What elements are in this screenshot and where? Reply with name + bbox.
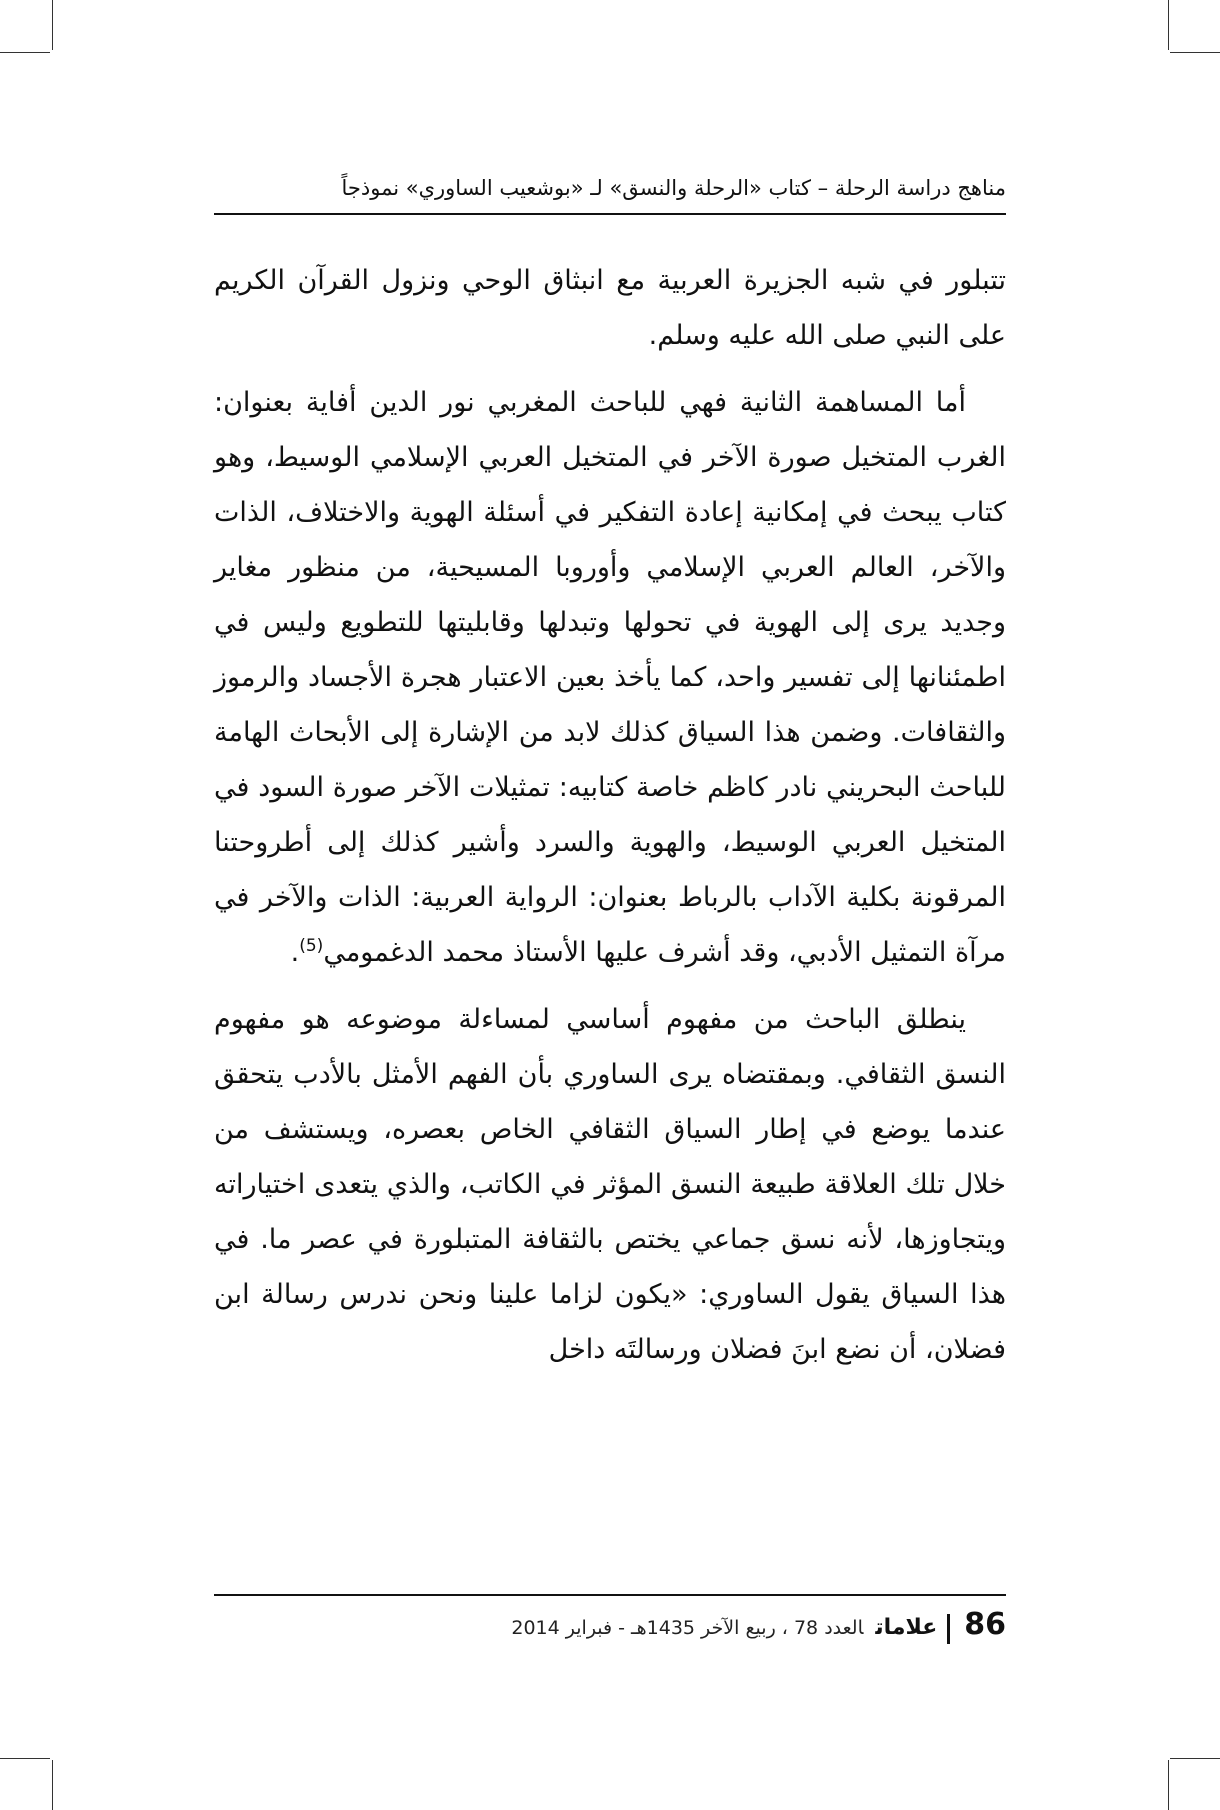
crop-mark <box>1168 0 1169 50</box>
crop-mark <box>1168 1760 1169 1810</box>
issue-info: العدد 78 ، ربيع الآخر 1435هـ - فبراير 2014 <box>511 1617 864 1639</box>
paragraph <box>214 375 1006 980</box>
footer-divider <box>947 1614 950 1644</box>
footer <box>214 1600 1006 1650</box>
crop-mark <box>1170 52 1220 53</box>
running-header: مناهج دراسة الرحلة – كتاب «الرحلة والنسق» لـ «بوشعيب الساوري» نموذجاً <box>341 176 1006 200</box>
paragraph: تتبلور في شبه الجزيرة العربية مع انبثاق الوحي ونزول القرآن الكريم على النبي صلى الله عليه وسلم. <box>214 265 1006 351</box>
header-rule <box>214 213 1006 215</box>
crop-mark <box>0 52 50 53</box>
crop-mark <box>0 1758 50 1759</box>
footnote-ref[interactable]: (5) <box>299 936 324 956</box>
paragraph: ينطلق الباحث من مفهوم أساسي لمساءلة موضوعه هو مفهوم النسق الثقافي. وبمقتضاه يرى الساوري بأن الفهم الأمثل بالأدب يتحقق عندما يوضع في إطار السياق الثقافي الخاص بعصره، ويستشف من خلال تلك العلاقة طبيعة النسق المؤثر في الكاتب، والذي يتعدى اختياراته ويتجاوزها، لأنه نسق جماعي يختص بالثقافة المتبلورة في عصر ما. في هذا السياق يقول الساوري: «يكون لزاما علينا ونحن ندرس رسالة ابن فضلان، أن نضع ابنَ فضلان ورسالتَه داخل <box>214 1004 1006 1365</box>
paragraph-text: أما المساهمة الثانية فهي للباحث المغربي نور الدين أفاية بعنوان: الغرب المتخيل صورة الآخر في المتخيل العربي الإسلامي الوسيط، وهو كتاب يبحث في إمكانية إعادة التفكير في أسئلة الهوية والاختلاف، الذات والآخر، العالم العربي الإسلامي وأوروبا المسيحية، من منظور مغاير وجديد يرى إلى الهوية في تحولها وتبدلها وقابليتها للتطويع وليس في اطمئنانها إلى تفسير واحد، كما يأخذ بعين الاعتبار هجرة الأجساد والرموز والثقافات. وضمن هذا السياق كذلك لابد من الإشارة إلى الأبحاث الهامة للباحث البحريني نادر كاظم خاصة كتابيه: تمثيلات الآخر صورة السود في المتخيل العربي الوسيط، والهوية والسرد وأشير كذلك إلى أطروحتنا المرقونة بكلية الآداب بالرباط بعنوان: الرواية العربية: الذات والآخر في مرآة التمثيل الأدبي، وقد أشرف عليها الأستاذ محمد الدغمومي <box>214 387 1006 968</box>
crop-mark <box>1170 1758 1220 1759</box>
crop-mark <box>52 1760 53 1810</box>
paragraph-end: . <box>290 937 300 968</box>
footer-rule <box>214 1594 1006 1596</box>
article-body <box>214 253 1006 1389</box>
page-number: 86 <box>964 1607 1006 1642</box>
crop-mark <box>52 0 53 50</box>
journal-logo: علامات <box>875 1615 938 1640</box>
